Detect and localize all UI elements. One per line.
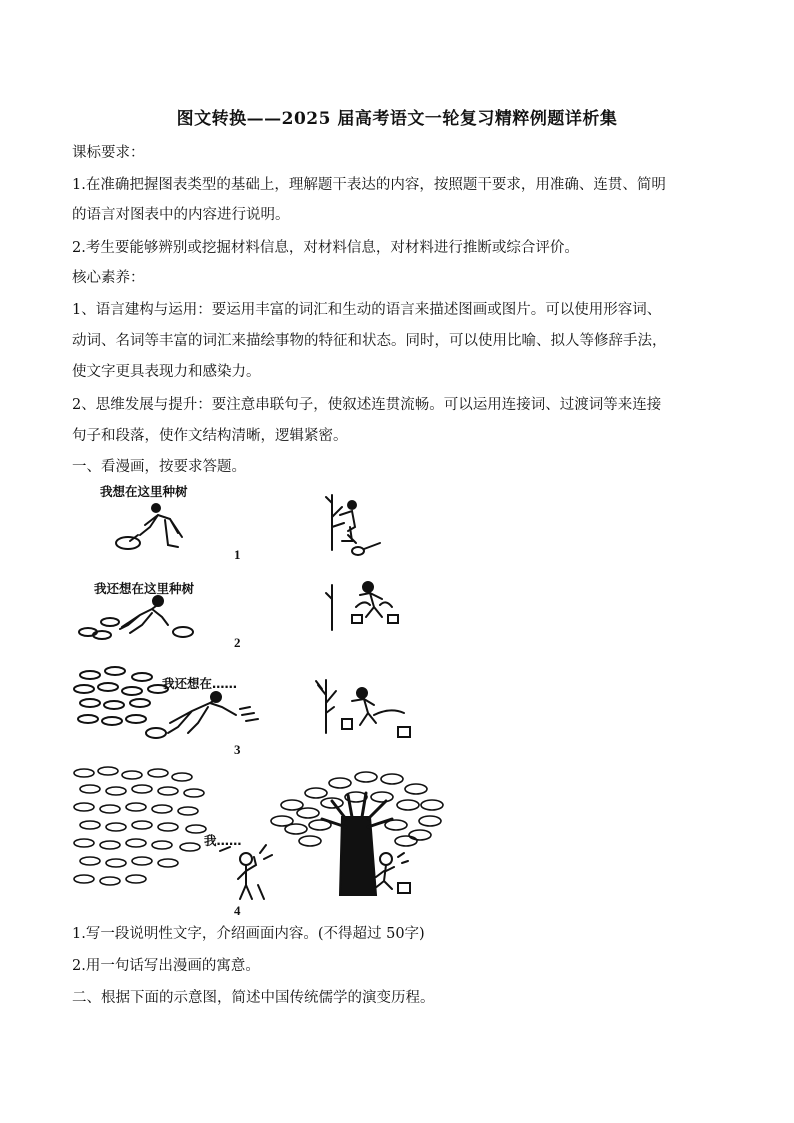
page-title: 图文转换——2025 届高考语文一轮复习精粹例题详析集 — [176, 109, 618, 129]
paragraph-line: 1.在准确把握图表类型的基础上，理解题干表达的内容，按照题干要求，用准确、连贯、简明 — [72, 177, 666, 193]
section-heading-core: 核心素养： — [72, 270, 145, 286]
question-heading-1: 一、看漫画，按要求答题。 — [72, 459, 246, 475]
speech-bubble-3: 我还想在…… — [162, 676, 238, 691]
speech-bubble-4: 我…… — [204, 833, 242, 848]
paragraph-line: 动词、名词等丰富的词汇来描绘事物的特征和状态。同时，可以使用比喻、拟人等修辞手法， — [72, 333, 667, 349]
section-heading-curriculum: 课标要求： — [72, 145, 145, 161]
question-2: 2.用一句话写出漫画的寓意。 — [72, 958, 260, 974]
paragraph-line: 句子和段落，使作文结构清晰，逻辑紧密。 — [72, 428, 348, 444]
paragraph-line: 1、语言建构与运用：要运用丰富的词汇和生动的语言来描述图画或图片。可以使用形容词、 — [72, 302, 662, 318]
panel-number-4: 4 — [234, 903, 241, 918]
speech-bubble-2: 我还想在这里种树 — [94, 581, 195, 596]
panel-number-2: 2 — [234, 635, 241, 650]
comic-strip — [70, 475, 450, 920]
paragraph-line: 的语言对图表中的内容进行说明。 — [72, 207, 290, 223]
question-heading-2: 二、根据下面的示意图，简述中国传统儒学的演变历程。 — [72, 990, 435, 1006]
paragraph-line: 2.考生要能够辨别或挖掘材料信息，对材料信息，对材料进行推断或综合评价。 — [72, 240, 579, 256]
panel-1-drawing — [116, 495, 380, 555]
paragraph-line: 2、思维发展与提升：要注意串联句子，使叙述连贯流畅。可以运用连接词、过渡词等来连接 — [72, 397, 662, 413]
question-1: 1.写一段说明性文字，介绍画面内容。(不得超过 50字) — [72, 926, 425, 942]
speech-bubble-1: 我想在这里种树 — [100, 484, 188, 499]
panel-4-drawing — [74, 767, 443, 899]
comic-drawing — [70, 475, 450, 920]
panel-number-3: 3 — [234, 742, 241, 757]
panel-3-drawing — [74, 667, 410, 738]
panel-number-1: 1 — [234, 547, 241, 562]
paragraph-line: 使文字更具表现力和感染力。 — [72, 364, 261, 380]
